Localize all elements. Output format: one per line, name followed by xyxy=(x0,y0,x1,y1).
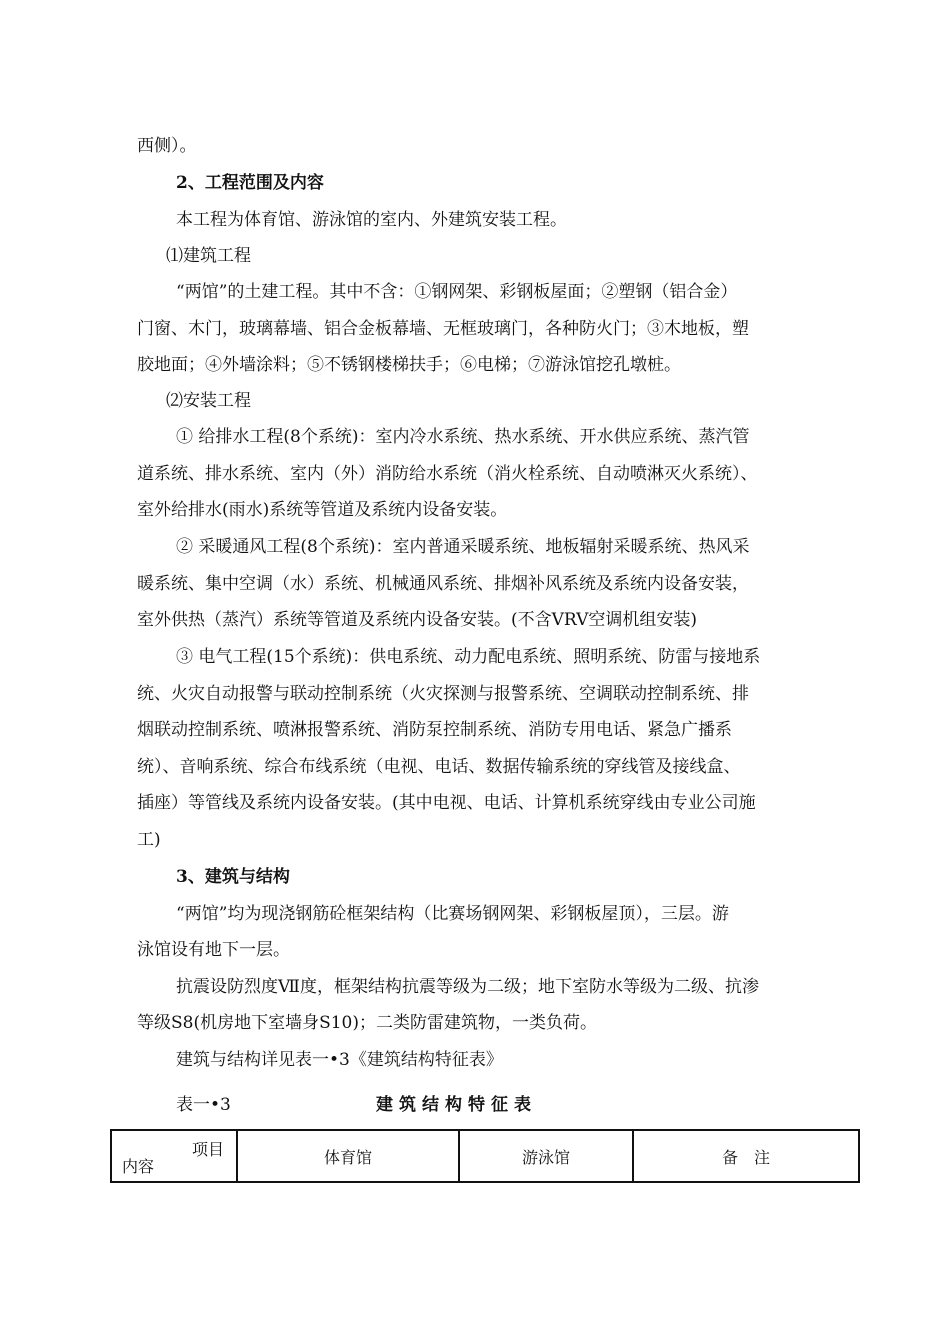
paragraph-line: “两馆”的土建工程。其中不含：①钢网架、彩钢板屋面；②塑钢（铝合金） xyxy=(176,282,738,302)
paragraph-line: 道系统、排水系统、室内（外）消防给水系统（消火栓系统、自动喷淋灭火系统）、 xyxy=(137,464,758,484)
header-content-label: 内容 xyxy=(122,1157,155,1176)
table-header-row xyxy=(111,1130,859,1182)
spec-table xyxy=(110,1129,860,1183)
table-caption-title: 建筑结构特征表 xyxy=(376,1095,537,1115)
paragraph-line: ② 采暖通风工程(8个系统)：室内普通采暖系统、地板辐射采暖系统、热风采 xyxy=(176,537,750,557)
paragraph-line: 统）、音响系统、综合布线系统（电视、电话、数据传输系统的穿线管及接线盒、 xyxy=(137,757,741,777)
paragraph-line: 统、火灾自动报警与联动控制系统（火灾探测与报警系统、空调联动控制系统、排 xyxy=(137,684,749,704)
paragraph-line: “两馆”均为现浇钢筋砼框架结构（比赛场钢网架、彩钢板屋顶），三层。游 xyxy=(176,904,729,924)
table-caption-label: 表一•3 xyxy=(176,1095,231,1115)
paragraph-line: 暖系统、集中空调（水）系统、机械通风系统、排烟补风系统及系统内设备安装， xyxy=(137,574,749,594)
paragraph-line: 建筑与结构详见表一•3《建筑结构特征表》 xyxy=(176,1050,503,1070)
section-heading: 3、建筑与结构 xyxy=(176,867,290,887)
paragraph-line: 泳馆设有地下一层。 xyxy=(137,940,290,960)
paragraph-line: ① 给排水工程(8个系统)：室内冷水系统、热水系统、开水供应系统、蒸汽管 xyxy=(176,427,750,447)
paragraph-line: 室外供热（蒸汽）系统等管道及系统内设备安装。(不含VRV空调机组安装) xyxy=(137,610,698,630)
paragraph-line: ③ 电气工程(15个系统)：供电系统、动力配电系统、照明系统、防雷与接地系 xyxy=(176,647,761,667)
paragraph-line: ⑵安装工程 xyxy=(166,391,251,411)
column-header-gymnasium: 体育馆 xyxy=(237,1130,459,1182)
column-header-remarks: 备 注 xyxy=(633,1130,859,1182)
paragraph-line: 西侧）。 xyxy=(137,136,197,156)
paragraph-line: 本工程为体育馆、游泳馆的室内、外建筑安装工程。 xyxy=(176,210,567,230)
paragraph-line: 等级S8(机房地下室墙身S10)；二类防雷建筑物，一类负荷。 xyxy=(137,1013,598,1033)
paragraph-line: 插座）等管线及系统内设备安装。(其中电视、电话、计算机系统穿线由专业公司施 xyxy=(137,793,756,813)
paragraph-line: ⑴建筑工程 xyxy=(166,246,251,266)
header-item-label: 项目 xyxy=(191,1140,224,1159)
paragraph-line: 抗震设防烈度Ⅶ度，框架结构抗震等级为二级；地下室防水等级为二级、抗渗 xyxy=(176,977,759,997)
column-header-natatorium: 游泳馆 xyxy=(459,1130,633,1182)
paragraph-line: 室外给排水(雨水)系统等管道及系统内设备安装。 xyxy=(137,500,508,520)
paragraph-line: 胶地面；④外墙涂料；⑤不锈钢楼梯扶手；⑥电梯；⑦游泳馆挖孔墩桩。 xyxy=(137,355,681,375)
section-heading: 2、工程范围及内容 xyxy=(176,173,324,193)
paragraph-line: 工) xyxy=(137,830,161,850)
paragraph-line: 门窗、木门，玻璃幕墙、铝合金板幕墙、无框玻璃门，各种防火门；③木地板，塑 xyxy=(137,319,749,339)
table-header-diagonal-cell xyxy=(111,1130,237,1182)
paragraph-line: 烟联动控制系统、喷淋报警系统、消防泵控制系统、消防专用电话、紧急广播系 xyxy=(137,720,732,740)
